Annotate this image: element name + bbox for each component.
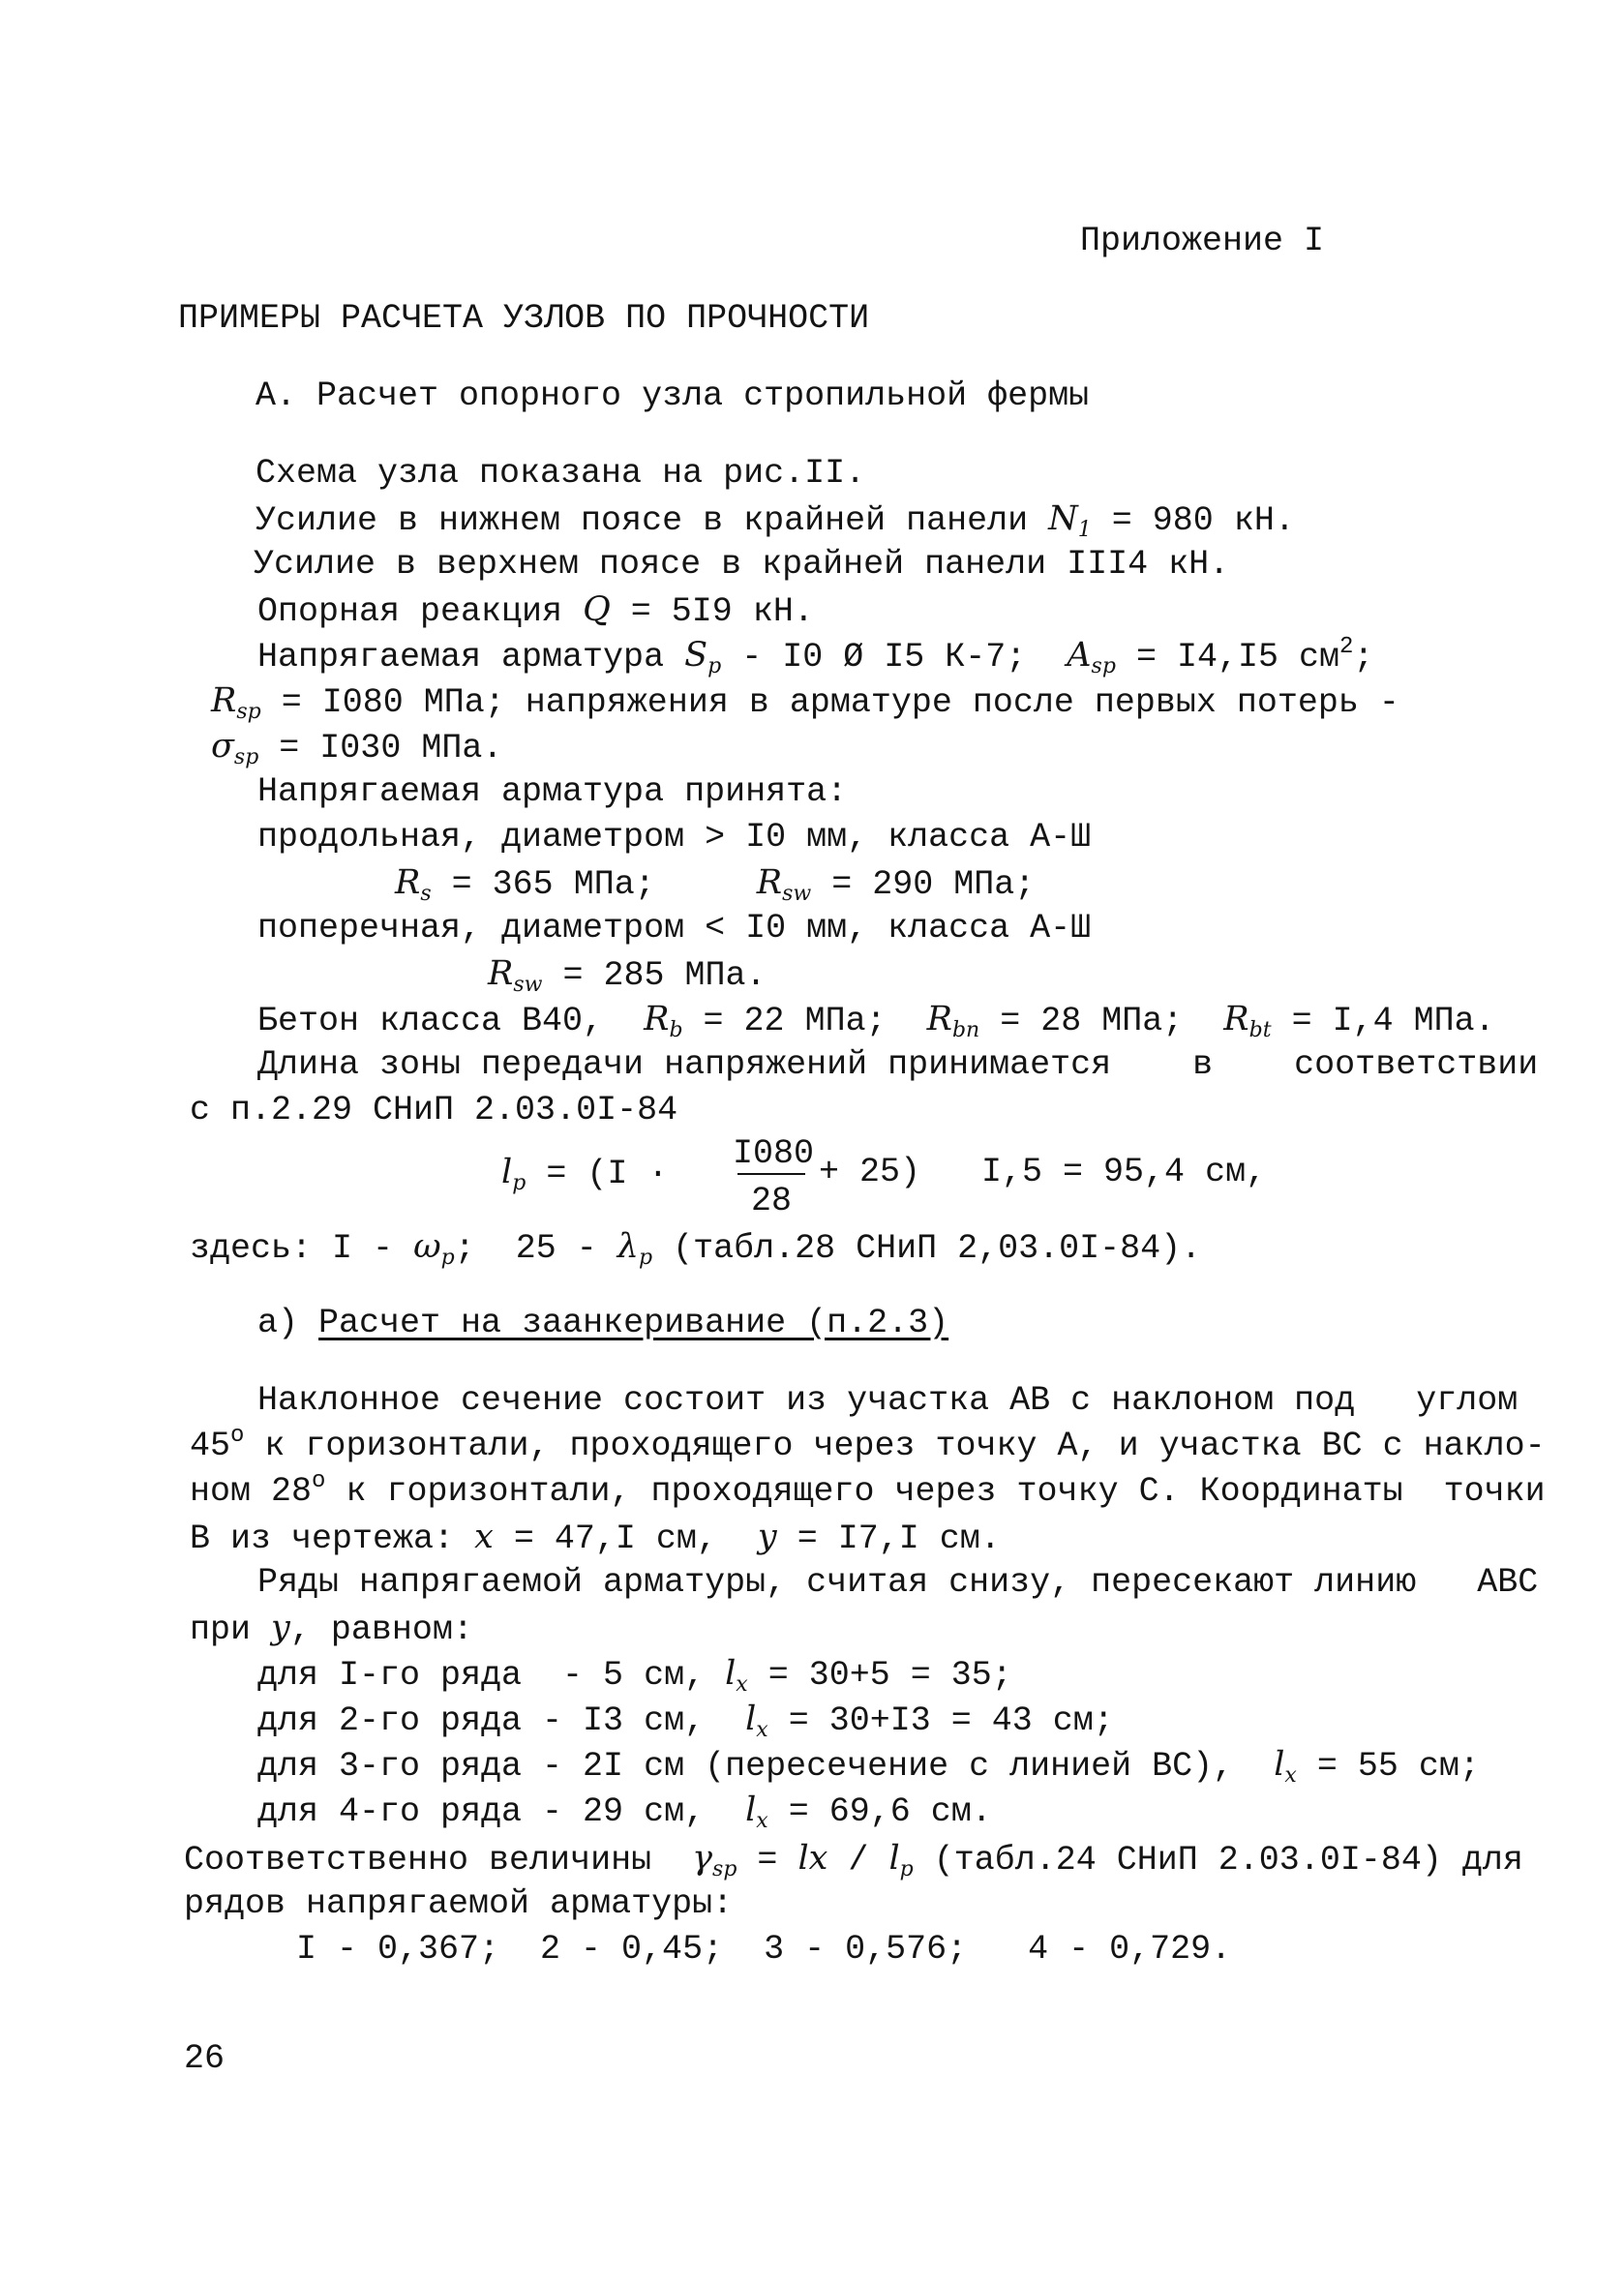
- rbt-value: = I,4 МПа.: [1291, 1002, 1495, 1040]
- lambda-prefix: 25 -: [515, 1229, 597, 1268]
- lambda-symbol: λ: [617, 1227, 639, 1266]
- formula-left-text: = (I ·: [546, 1155, 669, 1193]
- y-symbol: y: [757, 1518, 777, 1556]
- force-bottom-line: [256, 499, 1295, 542]
- transverse-line: поперечная, диаметром < I0 мм, класса А-Ш: [257, 909, 1092, 948]
- rbt-index: bt: [1248, 1018, 1272, 1042]
- rsp-text: = I080 МПа; напряжения в арматуре после первых потерь -: [281, 683, 1399, 722]
- inclined-line-1: Наклонное сечение состоит из участка АВ с наклоном под углом: [257, 1381, 1519, 1420]
- scheme-line: Схема узла показана на рис.II.: [256, 454, 866, 493]
- formula-left: [501, 1153, 669, 1195]
- row-item-value: = 30+5 = 35;: [767, 1656, 1012, 1695]
- gamma-symbol: γ: [692, 1839, 713, 1878]
- lp-symbol: l: [501, 1153, 513, 1191]
- rb-index: b: [669, 1018, 683, 1042]
- row-item-value: = 30+I3 = 43 см;: [788, 1701, 1114, 1740]
- subsection-a-heading: [257, 1304, 949, 1342]
- lp-index: p: [512, 1171, 526, 1195]
- lx-symbol: l: [725, 1654, 737, 1693]
- support-line: [257, 590, 814, 631]
- sigma-symbol: σ: [211, 727, 234, 766]
- concrete-line: [257, 1000, 1495, 1042]
- transfer-line-1: Длина зоны передачи напряжений принимается в соответствии: [257, 1045, 1539, 1084]
- lx-index: x: [1284, 1763, 1297, 1788]
- force-bottom-symbol: N: [1048, 499, 1078, 538]
- gamma-index: sp: [712, 1857, 737, 1881]
- lx-symbol: l: [745, 1700, 757, 1738]
- subsection-a-label: а): [257, 1304, 299, 1342]
- inclined-line-3-text: к горизонтали, проходящего через точку С. Координаты точки: [325, 1472, 1546, 1511]
- force-bottom-index: 1: [1077, 518, 1092, 542]
- prestress-symbol: S: [684, 636, 708, 675]
- degree-mark: o: [312, 1468, 326, 1494]
- rb-value: = 22 МПа;: [703, 1002, 887, 1040]
- rows-post: , равном:: [289, 1610, 473, 1649]
- row-item: [257, 1790, 992, 1833]
- y-value: = I7,I см.: [797, 1520, 1001, 1558]
- rsp-line: [211, 681, 1399, 724]
- sigma-text: = I030 МПа.: [279, 729, 503, 767]
- rs-value: = 365 МПа;: [451, 865, 655, 904]
- force-bottom-value: = 980 кН.: [1111, 501, 1295, 540]
- fraction-denominator: 28: [750, 1182, 792, 1220]
- prestress-label: Напрягаемая арматура: [257, 638, 665, 677]
- rs-index: s: [420, 882, 432, 906]
- row-item: [257, 1745, 1480, 1788]
- gamma-lp-index: p: [899, 1857, 914, 1881]
- here-text: здесь: I -: [190, 1229, 394, 1268]
- sigma-index: sp: [233, 745, 259, 769]
- gamma-eq: =: [757, 1841, 778, 1880]
- y-symbol: y: [271, 1609, 290, 1647]
- row-item-value: = 55 см;: [1316, 1747, 1480, 1786]
- support-symbol: Q: [583, 590, 611, 629]
- rsw-symbol: R: [756, 863, 783, 902]
- reinforcement-heading: Напрягаемая арматура принята:: [257, 772, 848, 811]
- rbn-index: bn: [951, 1018, 980, 1042]
- area-index: sp: [1091, 654, 1116, 678]
- row-item-value: = 69,6 см.: [788, 1792, 992, 1831]
- rows-line-1: Ряды напрягаемой арматуры, считая снизу, пересекают линию АВС: [257, 1563, 1539, 1602]
- support-value: = 5I9 кН.: [630, 592, 814, 631]
- lx-index: x: [756, 1718, 768, 1742]
- omega-symbol: ω: [413, 1227, 441, 1266]
- prestress-line: [257, 634, 1374, 678]
- inclined-line-3: [190, 1468, 1546, 1511]
- row-item-text: для 4-го ряда - 29 см,: [257, 1792, 706, 1831]
- rsw2-value: = 285 МПа.: [562, 956, 767, 995]
- x-value: = 47,I см,: [513, 1520, 717, 1558]
- angle-28: ном 28: [190, 1472, 313, 1511]
- fraction-numerator: I080: [733, 1134, 815, 1173]
- appendix-label: Приложение I: [1080, 222, 1325, 260]
- lx-symbol: l: [745, 1790, 757, 1829]
- prestress-index: p: [707, 654, 722, 678]
- rs-symbol: R: [395, 863, 421, 902]
- lx-symbol: l: [1274, 1745, 1285, 1784]
- gamma-values: I - 0,367; 2 - 0,45; 3 - 0,576; 4 - 0,729.: [296, 1930, 1232, 1969]
- rsp-symbol: R: [211, 681, 237, 720]
- rsw-index: sw: [782, 882, 812, 906]
- page-title: ПРИМЕРЫ РАСЧЕТА УЗЛОВ ПО ПРОЧНОСТИ: [178, 299, 870, 338]
- rsp-index: sp: [236, 700, 261, 724]
- row-item: [257, 1654, 1012, 1697]
- degree-mark: o: [230, 1423, 245, 1449]
- rbn-symbol: R: [926, 1000, 952, 1038]
- rows-line-2: [190, 1611, 473, 1647]
- gamma-pre: Соответственно величины: [184, 1841, 652, 1880]
- area-power: 2: [1338, 634, 1354, 660]
- omega-index: p: [440, 1246, 455, 1270]
- inclined-line-4: [190, 1520, 1001, 1556]
- inclined-line-2: [190, 1423, 1546, 1465]
- omega-sep: ;: [454, 1229, 475, 1268]
- rsw2-line: [488, 954, 767, 997]
- area-value: = I4,I5 см: [1135, 638, 1339, 677]
- gamma-lx: lx: [797, 1839, 828, 1878]
- here-line: [190, 1227, 1202, 1270]
- rsw2-symbol: R: [488, 954, 514, 993]
- gamma-line: [184, 1839, 1523, 1881]
- x-symbol: x: [474, 1518, 494, 1556]
- lambda-index: p: [638, 1246, 653, 1270]
- page-number: 26: [184, 2039, 226, 2078]
- coords-label: В из чертежа:: [190, 1520, 455, 1558]
- inclined-line-2-text: к горизонтали, проходящего через точку А, и участка ВС с накло-: [244, 1427, 1546, 1465]
- lx-index: x: [756, 1809, 768, 1833]
- lx-index: x: [736, 1672, 748, 1697]
- concrete-label: Бетон класса В40,: [257, 1002, 604, 1040]
- gamma-slash: /: [848, 1841, 869, 1880]
- rs-rsw-line: [395, 863, 1036, 906]
- area-symbol: A: [1067, 636, 1092, 675]
- rbn-value: = 28 МПа;: [1000, 1002, 1184, 1040]
- here-end: (табл.28 СНиП 2,03.0I-84).: [673, 1229, 1202, 1268]
- row-item-text: для I-го ряда - 5 см,: [257, 1656, 706, 1695]
- rows-pre: при: [190, 1610, 252, 1649]
- gamma-lp-symbol: l: [888, 1839, 900, 1878]
- support-label: Опорная реакция: [257, 592, 563, 631]
- area-end: ;: [1353, 638, 1374, 677]
- fraction-bar: [737, 1173, 805, 1175]
- row-item: [257, 1700, 1114, 1742]
- row-item-text: для 2-го ряда - I3 см,: [257, 1701, 706, 1740]
- force-top-line: Усилие в верхнем поясе в крайней панели III4 кН.: [254, 545, 1230, 584]
- force-bottom-label: Усилие в нижнем поясе в крайней панели: [256, 501, 1029, 540]
- rb-symbol: R: [644, 1000, 670, 1038]
- gamma-line-2: рядов напрягаемой арматуры:: [184, 1884, 734, 1923]
- subsection-a-title: Расчет на заанкеривание (п.2.3): [318, 1304, 949, 1342]
- sigma-line: [211, 727, 503, 769]
- transfer-line-2: с п.2.29 СНиП 2.03.0I-84: [190, 1091, 678, 1129]
- rbt-symbol: R: [1223, 1000, 1249, 1038]
- angle-45: 45: [190, 1427, 231, 1465]
- prestress-spec: - I0 Ø I5 К-7;: [741, 638, 1027, 677]
- rsw-value: = 290 МПа;: [831, 865, 1036, 904]
- section-a-title: А. Расчет опорного узла стропильной фермы: [256, 376, 1090, 415]
- gamma-post: (табл.24 СНиП 2.03.0I-84) для: [933, 1841, 1523, 1880]
- formula-right: + 25) I,5 = 95,4 см,: [819, 1153, 1267, 1191]
- longitudinal-line: продольная, диаметром > I0 мм, класса А-Ш: [257, 818, 1092, 857]
- rsw2-index: sw: [513, 973, 543, 997]
- row-item-text: для 3-го ряда - 2I см (пересечение с линией ВС),: [257, 1747, 1234, 1786]
